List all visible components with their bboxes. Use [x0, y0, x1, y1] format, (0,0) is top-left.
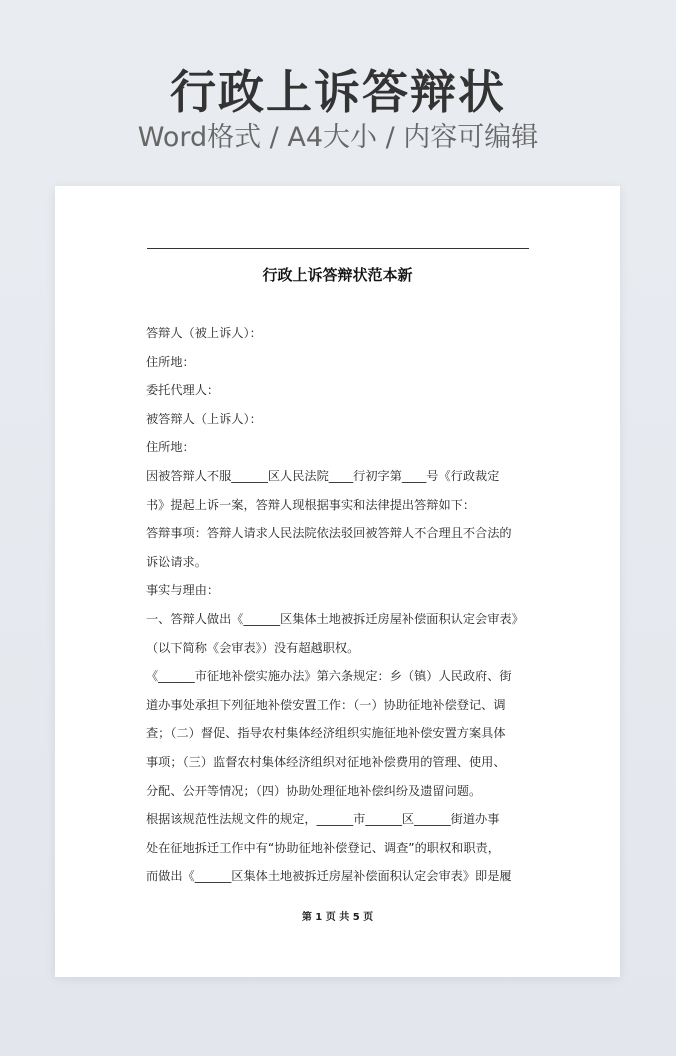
body-line: 因被答辩人不服______区人民法院____行初字第____号《行政裁定 — [146, 468, 500, 483]
page-number: 第 1 页 共 5 页 — [301, 912, 374, 923]
body-line: （以下简称《会审表》）没有超越职权。 — [146, 640, 360, 655]
header-rule — [147, 248, 529, 249]
body-line: 事项；（三）监督农村集体经济组织对征地补偿费用的管理、使用、 — [146, 754, 506, 769]
banner-subtitle: Word格式 / A4大小 / 内容可编辑 — [137, 122, 539, 153]
banner-title: 行政上诉答辩状 — [170, 65, 506, 119]
body-line: 委托代理人： — [146, 383, 220, 398]
body-line: 书》提起上诉一案，答辩人现根据事实和法律提出答辩如下： — [146, 497, 476, 512]
body-line: 被答辩人（上诉人）： — [146, 411, 262, 426]
body-line: 住所地： — [146, 440, 195, 455]
body-line: 一、答辩人做出《______区集体土地被拆迁房屋补偿面积认定会审表》 — [146, 611, 524, 626]
body-line: 处在征地拆迁工作中有“协助征地补偿登记、调查”的职权和职责， — [146, 840, 500, 855]
body-line: 诉讼请求。 — [146, 554, 207, 569]
body-line: 住所地： — [146, 354, 195, 369]
body-line: 道办事处承担下列征地补偿安置工作：（一）协助征地补偿登记、调 — [146, 697, 506, 712]
body-line: 答辩事项：答辩人请求人民法院依法驳回被答辩人不合理且不合法的 — [146, 526, 512, 541]
document-title: 行政上诉答辩状范本新 — [262, 266, 413, 284]
body-line: 分配、公开等情况；（四）协助处理征地补偿纠纷及遗留问题。 — [146, 783, 482, 798]
body-line: 查；（二）督促、指导农村集体经济组织实施征地补偿安置方案具体 — [146, 726, 506, 741]
document-body — [146, 319, 532, 891]
body-line: 事实与理由： — [146, 583, 220, 598]
body-line: 而做出《______区集体土地被拆迁房屋补偿面积认定会审表》即是履 — [146, 869, 512, 884]
document-page — [55, 186, 620, 977]
body-line: 根据该规范性法规文件的规定，______市______区______街道办事 — [146, 812, 500, 827]
body-line: 《______市征地补偿实施办法》第六条规定：乡（镇）人民政府、街 — [146, 669, 512, 684]
body-line: 答辩人（被上诉人）： — [146, 326, 262, 340]
